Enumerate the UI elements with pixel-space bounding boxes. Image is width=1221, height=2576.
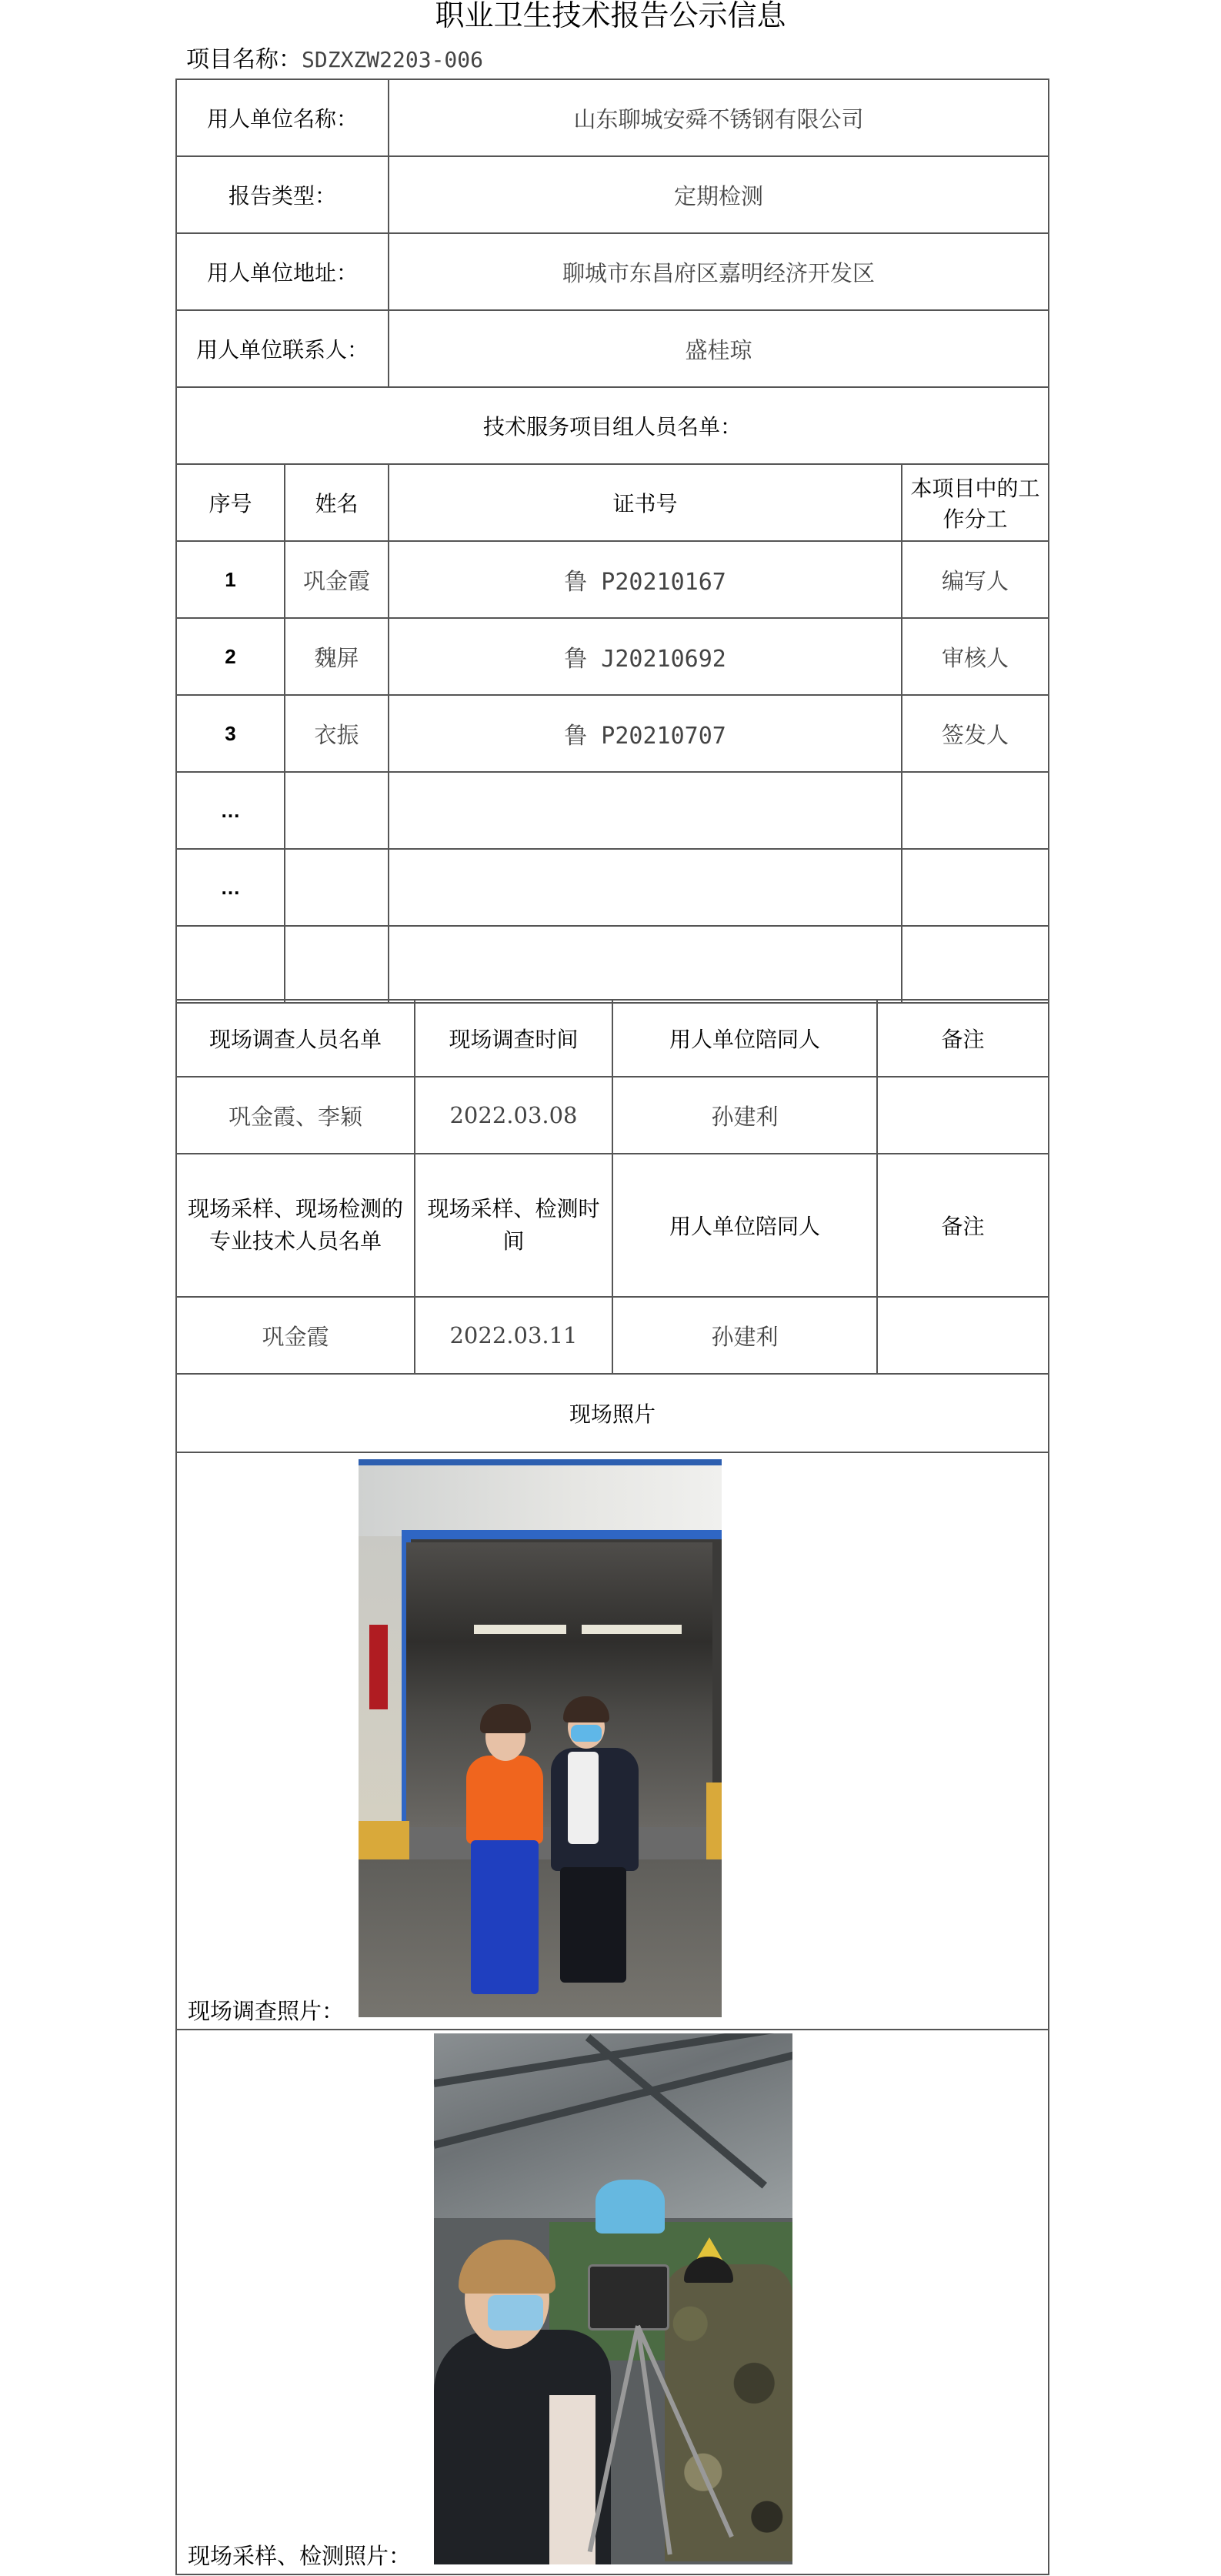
team-row-number: 3 <box>176 695 285 772</box>
team-row-certificate <box>389 849 902 926</box>
sampling-companion-header: 用人单位陪同人 <box>612 1154 877 1297</box>
survey-photo-caption: 现场调查照片： <box>188 1998 345 2024</box>
team-row <box>176 926 1049 1003</box>
survey-note <box>877 1077 1049 1154</box>
survey-photo-cell <box>176 1452 1049 2030</box>
info-row-company <box>176 79 1049 156</box>
survey-time: 2022.03.08 <box>415 1077 612 1154</box>
team-heading: 技术服务项目组人员名单： <box>176 387 1049 464</box>
company-address-label: 用人单位地址： <box>176 233 389 310</box>
sampling-photo-caption: 现场采样、检测照片： <box>188 2543 412 2569</box>
survey-photo <box>359 1459 722 2017</box>
survey-companion: 孙建利 <box>612 1077 877 1154</box>
sampling-note-header: 备注 <box>877 1154 1049 1297</box>
survey-row <box>176 1077 1049 1154</box>
sampling-staff: 巩金霞 <box>176 1297 415 1374</box>
photo-heading: 现场照片 <box>176 1374 1049 1452</box>
company-name-value: 山东聊城安舜不锈钢有限公司 <box>389 79 1049 156</box>
team-row-certificate: 鲁 P20210707 <box>389 695 902 772</box>
team-row-role <box>902 926 1049 1003</box>
team-row <box>176 849 1049 926</box>
team-col-number: 序号 <box>176 464 285 541</box>
team-row-role: 编写人 <box>902 541 1049 618</box>
survey-header-row <box>176 1000 1049 1077</box>
project-label: 项目名称： <box>186 46 302 73</box>
sampling-companion: 孙建利 <box>612 1297 877 1374</box>
photo-heading-row <box>176 1374 1049 1452</box>
team-row-name <box>285 926 389 1003</box>
team-row-number: … <box>176 849 285 926</box>
team-row-certificate: 鲁 P20210167 <box>389 541 902 618</box>
company-contact-value: 盛桂琼 <box>389 310 1049 387</box>
sampling-header-row <box>176 1154 1049 1297</box>
team-row-number: 2 <box>176 618 285 695</box>
company-contact-label: 用人单位联系人： <box>176 310 389 387</box>
sampling-time: 2022.03.11 <box>415 1297 612 1374</box>
team-row <box>176 772 1049 849</box>
team-col-certificate: 证书号 <box>389 464 902 541</box>
team-row-role: 审核人 <box>902 618 1049 695</box>
survey-staff: 巩金霞、李颖 <box>176 1077 415 1154</box>
sampling-note <box>877 1297 1049 1374</box>
survey-time-header: 现场调查时间 <box>415 1000 612 1077</box>
team-row-role: 签发人 <box>902 695 1049 772</box>
info-row-contact <box>176 310 1049 387</box>
team-row-number <box>176 926 285 1003</box>
team-row-name: 衣振 <box>285 695 389 772</box>
team-col-role: 本项目中的工作分工 <box>902 464 1049 541</box>
team-row <box>176 541 1049 618</box>
survey-photo-row <box>176 1452 1049 2030</box>
report-type-label: 报告类型： <box>176 156 389 233</box>
survey-note-header: 备注 <box>877 1000 1049 1077</box>
document-title: 职业卫生技术报告公示信息 <box>435 0 786 32</box>
sampling-photo-row <box>176 2030 1049 2574</box>
info-row-address <box>176 233 1049 310</box>
team-row-number: … <box>176 772 285 849</box>
sampling-staff-header: 现场采样、现场检测的专业技术人员名单 <box>176 1154 415 1297</box>
sampling-photo-cell <box>176 2030 1049 2574</box>
photo-table <box>175 1373 1049 2575</box>
team-col-name: 姓名 <box>285 464 389 541</box>
team-row-number: 1 <box>176 541 285 618</box>
team-header-row <box>176 464 1049 541</box>
team-row-certificate: 鲁 J20210692 <box>389 618 902 695</box>
info-row-report-type <box>176 156 1049 233</box>
company-address-value: 聊城市东昌府区嘉明经济开发区 <box>389 233 1049 310</box>
sampling-photo <box>434 2033 792 2564</box>
team-row-name <box>285 849 389 926</box>
team-heading-row <box>176 387 1049 464</box>
team-row-role <box>902 772 1049 849</box>
team-row-name: 魏屏 <box>285 618 389 695</box>
team-row <box>176 618 1049 695</box>
survey-table <box>175 999 1049 1375</box>
project-number: SDZXZW2203-006 <box>302 47 484 72</box>
info-table <box>175 79 1049 1004</box>
company-name-label: 用人单位名称： <box>176 79 389 156</box>
survey-companion-header: 用人单位陪同人 <box>612 1000 877 1077</box>
team-row-role <box>902 849 1049 926</box>
team-row-name: 巩金霞 <box>285 541 389 618</box>
survey-staff-header: 现场调查人员名单 <box>176 1000 415 1077</box>
project-line <box>186 45 483 75</box>
team-row-name <box>285 772 389 849</box>
team-row-certificate <box>389 926 902 1003</box>
sampling-time-header: 现场采样、检测时间 <box>415 1154 612 1297</box>
team-row-certificate <box>389 772 902 849</box>
team-row <box>176 695 1049 772</box>
report-type-value: 定期检测 <box>389 156 1049 233</box>
sampling-row <box>176 1297 1049 1374</box>
